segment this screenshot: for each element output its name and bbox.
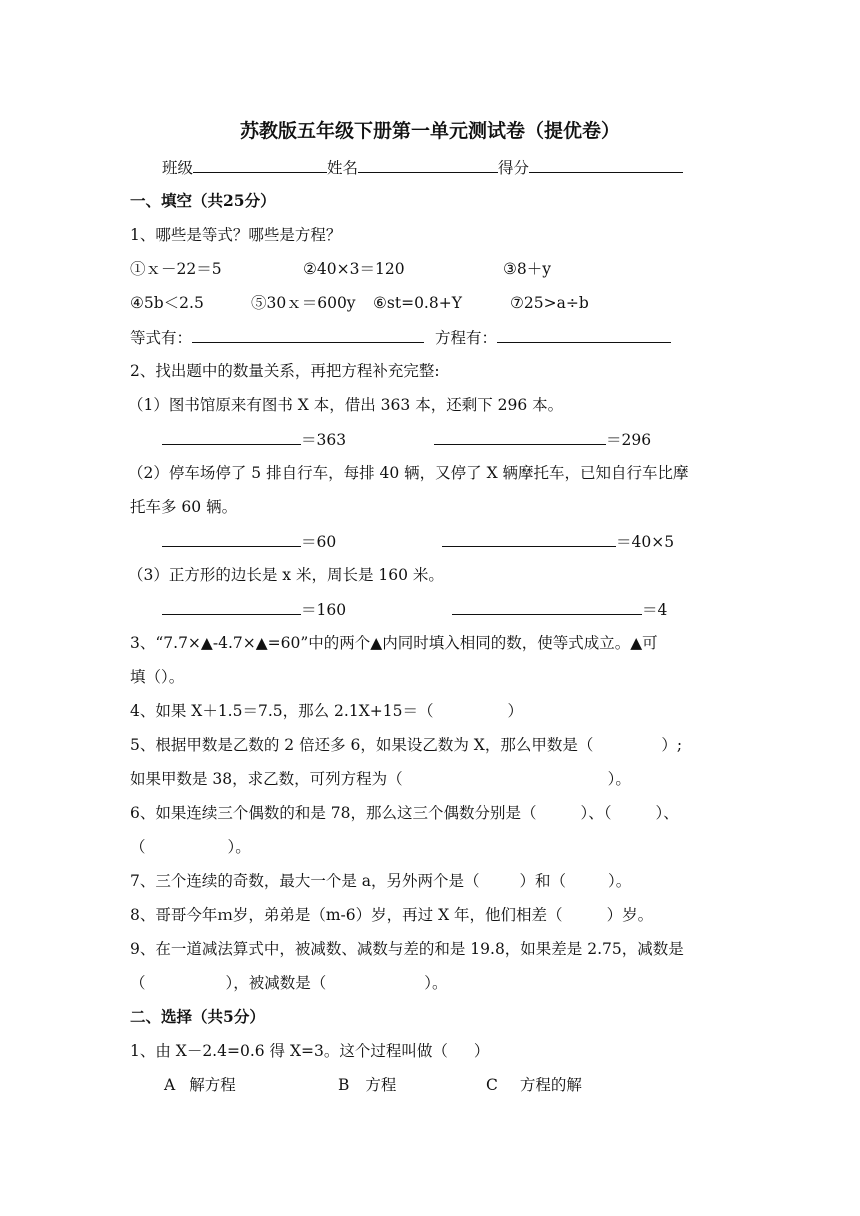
q7-prefix: 7、三个连续的奇数，最大一个是 a，另外两个是（ (130, 872, 480, 890)
section1-heading (130, 190, 276, 212)
q1-item-6: ⑥st=0.8+Y (373, 294, 462, 312)
q2-part1-blank-a[interactable] (162, 428, 301, 445)
q2-part2-blank-a[interactable] (162, 530, 301, 547)
option-b-text: 方程 (365, 1076, 397, 1094)
q1-item-3: ③8＋y (503, 260, 552, 278)
q2-part2-blank-b[interactable] (442, 530, 616, 547)
option-b[interactable] (338, 1074, 396, 1096)
q2-part1: （1）图书馆原来有图书 X 本，借出 363 本，还剩下 296 本。 (128, 396, 564, 414)
option-c[interactable] (486, 1074, 582, 1096)
info-line (162, 156, 683, 179)
q1-item-2: ②40×3＝120 (303, 260, 405, 278)
section1-heading-num: 25 (223, 191, 245, 210)
equation-blank[interactable] (497, 326, 671, 343)
q5-line1 (130, 734, 682, 756)
q2-part2-eq-a (162, 530, 336, 553)
q5-line2-suffix: ）。 (607, 770, 631, 788)
q9-line2 (130, 972, 448, 994)
class-label: 班级 (162, 159, 194, 177)
q6-line2-prefix: （ (130, 838, 146, 856)
section2-heading-prefix: 二、选择（共 (130, 1007, 224, 1026)
q2-part1-value-a: ＝363 (301, 431, 347, 449)
q2-part1-value-b: ＝296 (606, 431, 652, 449)
q1-item-1: ①ｘ－22＝5 (130, 260, 222, 278)
q6-line2 (130, 836, 251, 858)
q1-text: 1、哪些是等式？哪些是方程？ (130, 226, 342, 244)
q6-line1 (130, 802, 679, 824)
q2-part3-blank-b[interactable] (452, 598, 642, 615)
q2-part3-blank-a[interactable] (162, 598, 301, 615)
score-blank[interactable] (529, 156, 683, 173)
q2-part1-blank-b[interactable] (434, 428, 606, 445)
name-label: 姓名 (327, 159, 359, 177)
q8-suffix: ）岁。 (606, 906, 654, 924)
q1-item-4: ④5b＜2.5 (130, 294, 204, 312)
name-blank[interactable] (358, 156, 498, 173)
q9-line1: 9、在一道减法算式中，被减数、减数与差的和是 19.8，如果差是 2.75，减数是 (130, 940, 684, 958)
q4-suffix: ） (507, 702, 523, 720)
option-c-letter: C (486, 1076, 498, 1094)
section1-heading-suffix: 分） (244, 191, 276, 210)
q6-line1-mid: ）、（ (580, 804, 612, 822)
q2-part3-eq-b (452, 598, 667, 621)
q7-mid: ）和（ (519, 872, 567, 890)
option-b-letter: B (338, 1076, 350, 1094)
q8-line (130, 904, 653, 926)
section2-q1-text: 1、由 X－2.4=0.6 得 X=3。这个过程叫做（ (130, 1042, 448, 1060)
equation-label: 方程有： (434, 329, 497, 347)
q7-suffix: ）。 (608, 872, 632, 890)
section2-q1-suffix: ） (473, 1042, 490, 1060)
equal-label: 等式有： (130, 329, 193, 347)
option-c-text: 方程的解 (519, 1076, 582, 1094)
q5-line2-prefix: 如果甲数是 38，求乙数，可列方程为（ (130, 770, 403, 788)
option-a[interactable] (164, 1074, 236, 1096)
q5-line1-suffix: ）; (661, 736, 683, 754)
section1-heading-prefix: 一、填空（共 (130, 191, 224, 210)
q2-part2-eq-b (442, 530, 674, 553)
q2-part3-eq-a (162, 598, 346, 621)
q4-prefix: 4、如果 X＋1.5＝7.5，那么 2.1X+15＝（ (130, 702, 434, 720)
q6-line1-suffix: ）、 (655, 804, 679, 822)
q2-part1-eq-b (434, 428, 651, 451)
q3-line2: 填（）。 (130, 668, 185, 686)
section2-heading-num: 5 (223, 1007, 234, 1026)
q3-line1: 3、“7.7×▲-4.7×▲=60”中的两个▲内同时填入相同的数，使等式成立。▲可 (130, 634, 658, 652)
q8-prefix: 8、哥哥今年ｍ岁，弟弟是（m-6）岁，再过 X 年，他们相差（ (130, 906, 563, 924)
section2-heading (130, 1006, 265, 1028)
section2-q1-line (130, 1040, 489, 1062)
q6-line1-prefix: 6、如果连续三个偶数的和是 78，那么这三个偶数分别是（ (130, 804, 537, 822)
q2-text: 2、找出题中的数量关系，再把方程补充完整: (130, 362, 440, 380)
equal-blank[interactable] (192, 326, 424, 343)
page-title: 苏教版五年级下册第一单元测试卷（提优卷） (239, 120, 620, 142)
q2-part3-value-a: ＝160 (301, 601, 347, 619)
q9-line2-suffix: ）。 (424, 974, 448, 992)
q2-part2-value-b: ＝40×5 (616, 533, 675, 551)
q1-answer-line (130, 326, 671, 349)
q6-line2-suffix: ）。 (227, 838, 251, 856)
q1-item-5: ⑤30ｘ＝600y (251, 294, 356, 312)
q7-line (130, 870, 631, 892)
q9-line2-mid: ），被减数是（ (225, 974, 327, 992)
q2-part2-line2: 托车多 60 辆。 (130, 498, 238, 516)
q5-line2 (130, 768, 631, 790)
option-a-text: 解方程 (189, 1076, 236, 1094)
q5-line1-prefix: 5、根据甲数是乙数的 2 倍还多 6，如果设乙数为 X，那么甲数是（ (130, 736, 594, 754)
q2-part2-line1: （2）停车场停了 5 排自行车，每排 40 辆，又停了 X 辆摩托车，已知自行车比摩 (128, 464, 689, 482)
q2-part2-value-a: ＝60 (301, 533, 337, 551)
section2-heading-suffix: 分） (233, 1007, 265, 1026)
q2-part1-eq-a (162, 428, 346, 451)
class-blank[interactable] (193, 156, 327, 173)
q1-item-7: ⑦25>a÷b (510, 294, 589, 312)
q2-part3: （3）正方形的边长是 x 米，周长是 160 米。 (128, 566, 444, 584)
q2-part3-value-b: ＝4 (642, 601, 668, 619)
score-label: 得分 (498, 159, 530, 177)
option-a-letter: A (164, 1076, 176, 1094)
q9-line2-prefix: （ (130, 974, 146, 992)
q4-line (130, 700, 523, 722)
